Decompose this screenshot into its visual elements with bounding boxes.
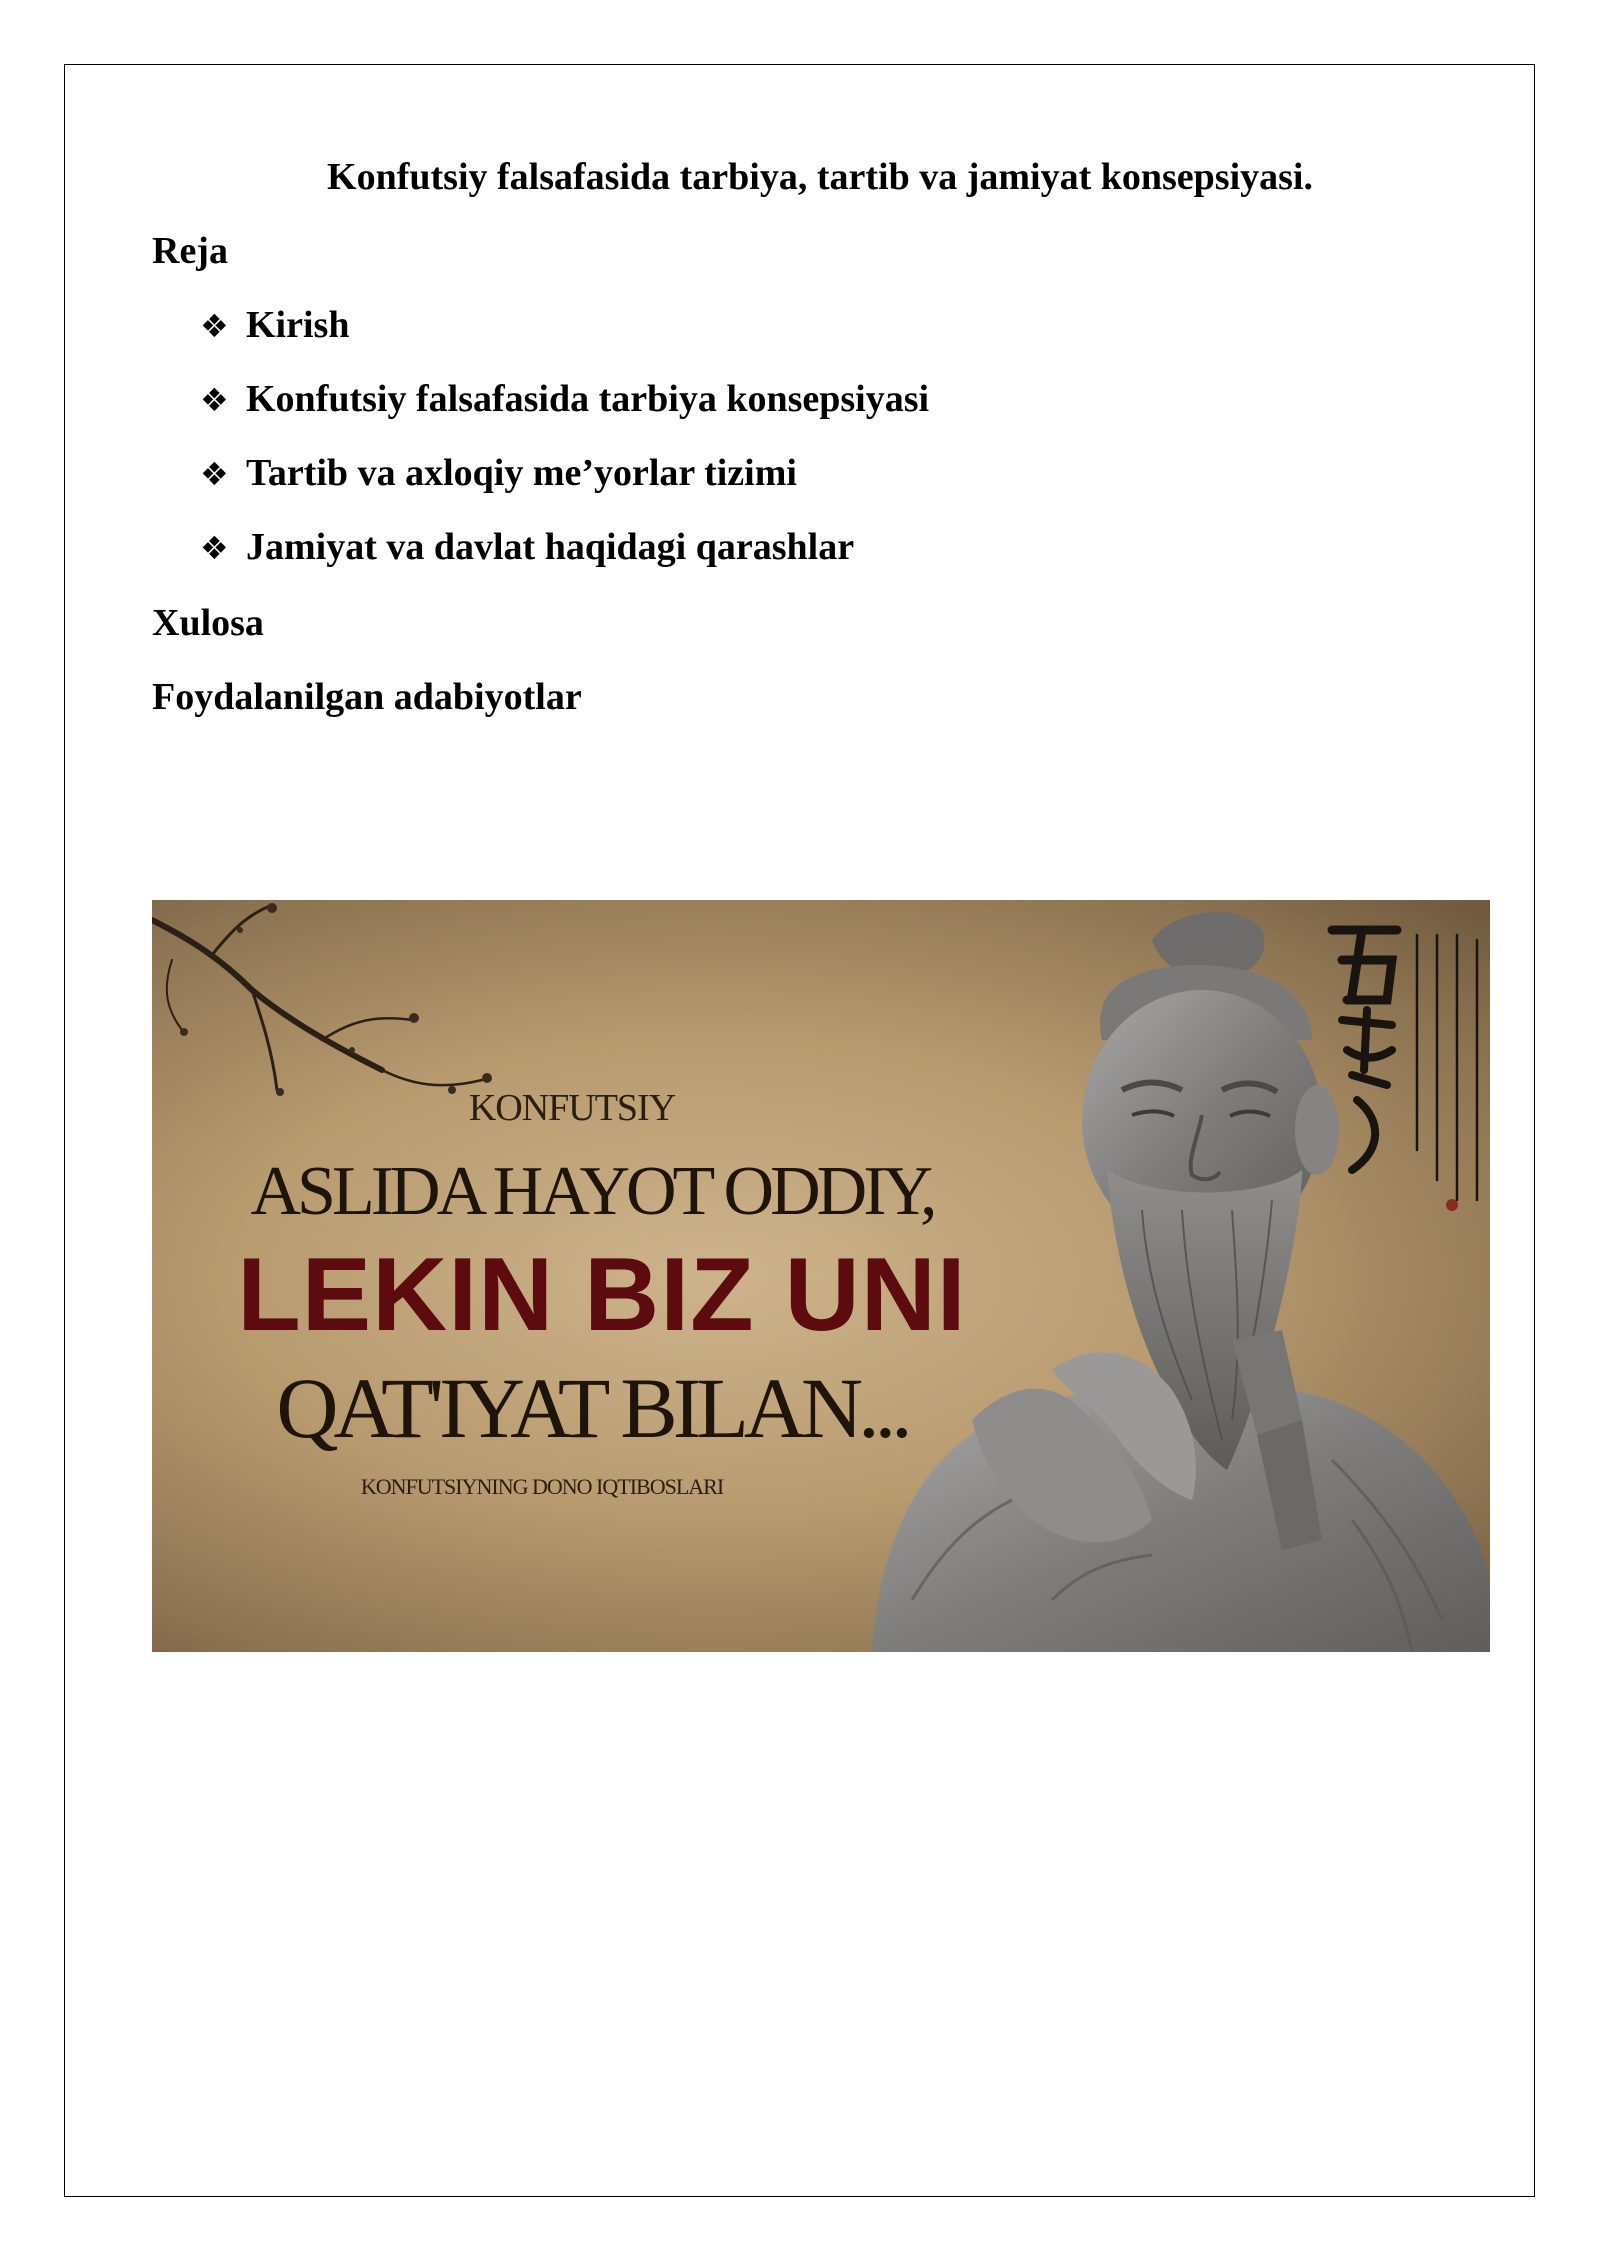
confucius-illustration (152, 900, 1490, 1652)
plan-list (200, 302, 929, 598)
plan-item-society-state (200, 524, 929, 598)
plan-item-label: Jamiyat va davlat haqidagi qarashlar (246, 526, 855, 568)
references-heading: Foydalanilgan adabiyotlar (152, 676, 582, 718)
plan-item-education-concept (200, 376, 929, 450)
conclusion-heading: Xulosa (152, 602, 264, 644)
plan-item-label: Tartib va axloqiy me’yorlar tizimi (246, 452, 797, 494)
document-title: Konfutsiy falsafasida tarbiya, tartib va jamiyat konsepsiyasi. (327, 156, 1313, 198)
diamond-bullet-icon: ❖ (200, 381, 229, 419)
diamond-bullet-icon: ❖ (200, 529, 229, 567)
diamond-bullet-icon: ❖ (200, 455, 229, 493)
illustration-quote-line-1: ASLIDA HAYOT ODDIY, (250, 1153, 934, 1230)
plan-item-moral-norms (200, 450, 929, 524)
illustration-quote-line-3: QAT'IYAT BILAN... (276, 1360, 908, 1456)
plan-item-label: Konfutsiy falsafasida tarbiya konsepsiyasi (246, 378, 930, 420)
plan-item-label: Kirish (246, 304, 350, 346)
plan-item-introduction (200, 302, 929, 376)
calligraphy-decoration (1332, 930, 1477, 1211)
illustration-quote-line-2: LEKIN BIZ UNI (237, 1237, 967, 1353)
plan-heading: Reja (152, 230, 228, 272)
plum-branch-decoration (152, 903, 492, 1096)
illustration-footer: KONFUTSIYNING DONO IQTIBOSLARI (360, 1474, 724, 1499)
illustration-kicker: KONFUTSIY (468, 1087, 676, 1129)
diamond-bullet-icon: ❖ (200, 307, 229, 345)
